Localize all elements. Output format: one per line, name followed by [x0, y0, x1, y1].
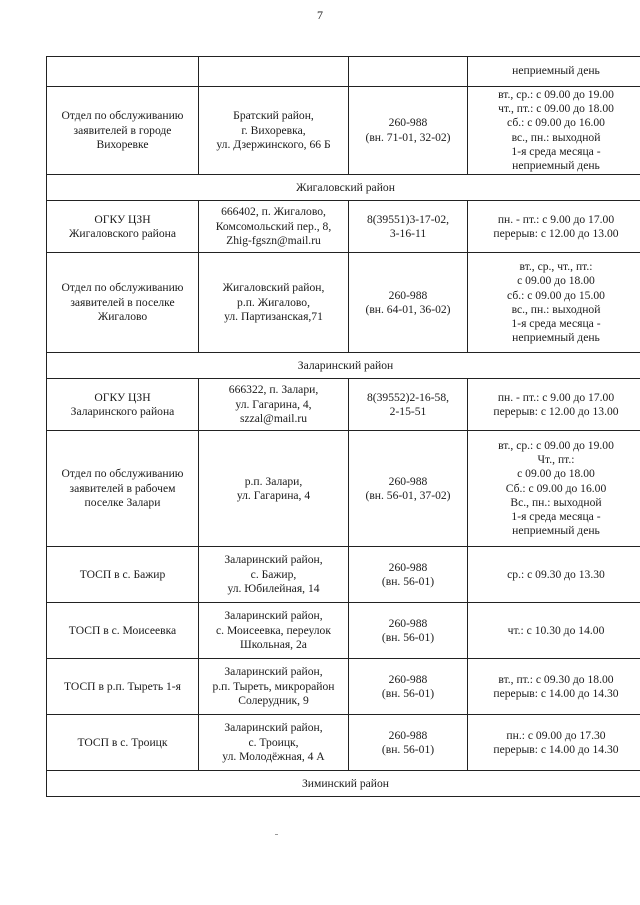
office-name-cell: ТОСП в р.п. Тыреть 1-я: [47, 659, 199, 715]
office-name-cell: [47, 57, 199, 87]
schedule-cell: чт.: с 10.30 до 14.00: [468, 603, 640, 659]
district-header-row: [47, 771, 640, 797]
office-name-cell: ТОСП в с. Моисеевка: [47, 603, 199, 659]
address-cell: Жигаловский район, р.п. Жигалово, ул. Партизанская,71: [199, 253, 349, 353]
schedule-cell: пн. - пт.: с 9.00 до 17.00 перерыв: с 12.00 до 13.00: [468, 201, 640, 253]
office-row: [47, 547, 640, 603]
office-row: [47, 431, 640, 547]
schedule-cell: пн.: с 09.00 до 17.30 перерыв: с 14.00 до 14.30: [468, 715, 640, 771]
office-row: [47, 659, 640, 715]
phone-cell: 8(39551)3-17-02, 3-16-11: [349, 201, 468, 253]
phone-cell: 260-988 (вн. 56-01, 37-02): [349, 431, 468, 547]
schedule-cell: неприемный день: [468, 57, 640, 87]
office-name-cell: Отдел по обслуживанию заявителей в поселке Жигалово: [47, 253, 199, 353]
office-row: [47, 715, 640, 771]
office-row: [47, 253, 640, 353]
office-row: [47, 57, 640, 87]
offices-table: [46, 56, 640, 797]
schedule-cell: вт., ср., чт., пт.: с 09.00 до 18.00 сб.: с 09.00 до 15.00 вс., пн.: выходной 1-я среда месяца - неприемный день: [468, 253, 640, 353]
schedule-cell: вт., ср.: с 09.00 до 19.00 чт., пт.: с 09.00 до 18.00 сб.: с 09.00 до 16.00 вс., пн.: выходной 1-я среда месяца - неприемный день: [468, 87, 640, 175]
schedule-cell: вт., ср.: с 09.00 до 19.00 Чт., пт.: с 09.00 до 18.00 Сб.: с 09.00 до 16.00 Вс., пн.: выходной 1-я среда месяца - неприемный день: [468, 431, 640, 547]
phone-cell: 260-988 (вн. 71-01, 32-02): [349, 87, 468, 175]
phone-cell: 260-988 (вн. 56-01): [349, 547, 468, 603]
address-cell: Заларинский район, с. Бажир, ул. Юбилейная, 14: [199, 547, 349, 603]
address-cell: Братский район, г. Вихоревка, ул. Дзержинского, 66 Б: [199, 87, 349, 175]
office-name-cell: ОГКУ ЦЗН Жигаловского района: [47, 201, 199, 253]
address-cell: р.п. Залари, ул. Гагарина, 4: [199, 431, 349, 547]
office-name-cell: ТОСП в с. Троицк: [47, 715, 199, 771]
district-title: Заларинский район: [47, 353, 640, 379]
office-name-cell: ОГКУ ЦЗН Заларинского района: [47, 379, 199, 431]
district-header-row: [47, 175, 640, 201]
phone-cell: 260-988 (вн. 56-01): [349, 603, 468, 659]
address-cell: Заларинский район, с. Моисеевка, переулок Школьная, 2а: [199, 603, 349, 659]
address-cell: Заларинский район, р.п. Тыреть, микрорайон Солерудник, 9: [199, 659, 349, 715]
phone-cell: 260-988 (вн. 56-01): [349, 659, 468, 715]
phone-cell: 8(39552)2-16-58, 2-15-51: [349, 379, 468, 431]
offices-table-body: [47, 57, 640, 797]
office-name-cell: Отдел по обслуживанию заявителей в городе Вихоревке: [47, 87, 199, 175]
scan-artifact: [275, 834, 278, 835]
schedule-cell: пн. - пт.: с 9.00 до 17.00 перерыв: с 12.00 до 13.00: [468, 379, 640, 431]
office-row: [47, 87, 640, 175]
district-title: Жигаловский район: [47, 175, 640, 201]
address-cell: Заларинский район, с. Троицк, ул. Молодёжная, 4 А: [199, 715, 349, 771]
phone-cell: 260-988 (вн. 56-01): [349, 715, 468, 771]
office-row: [47, 603, 640, 659]
schedule-cell: ср.: с 09.30 до 13.30: [468, 547, 640, 603]
district-title: Зиминский район: [47, 771, 640, 797]
schedule-cell: вт., пт.: с 09.30 до 18.00 перерыв: с 14.00 до 14.30: [468, 659, 640, 715]
office-row: [47, 201, 640, 253]
phone-cell: [349, 57, 468, 87]
address-cell: 666402, п. Жигалово, Комсомольский пер., 8, Zhig-fgszn@mail.ru: [199, 201, 349, 253]
office-name-cell: Отдел по обслуживанию заявителей в рабочем поселке Залари: [47, 431, 199, 547]
office-name-cell: ТОСП в с. Бажир: [47, 547, 199, 603]
address-cell: 666322, п. Залари, ул. Гагарина, 4, szzal@mail.ru: [199, 379, 349, 431]
district-header-row: [47, 353, 640, 379]
office-row: [47, 379, 640, 431]
phone-cell: 260-988 (вн. 64-01, 36-02): [349, 253, 468, 353]
address-cell: [199, 57, 349, 87]
page-number: 7: [317, 8, 323, 22]
